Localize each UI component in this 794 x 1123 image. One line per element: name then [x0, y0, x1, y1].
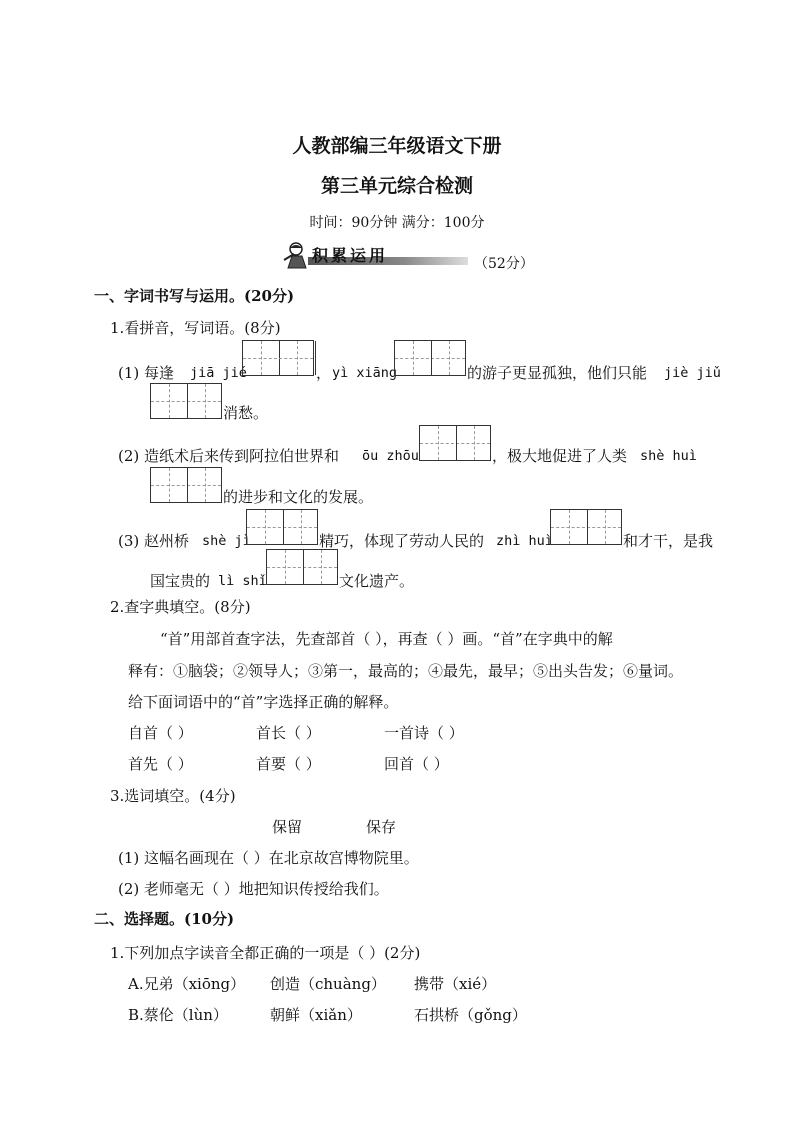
- s2-q1-option-a1: A.兄弟（xiōng）: [128, 975, 246, 993]
- q1-item3-text-b: 精巧，体现了劳动人民的: [319, 532, 485, 550]
- q2-heading: 2.查字典填空。(8分): [110, 598, 251, 616]
- q1-item3-text-a: (3) 赵州桥: [118, 532, 190, 550]
- s2-q1-heading: 1.下列加点字读音全都正确的一项是（ ）(2分): [110, 944, 421, 962]
- q3-option: 保留: [272, 818, 303, 836]
- section-banner: [282, 240, 532, 272]
- answer-grid[interactable]: [150, 467, 222, 503]
- q2-word: 一首诗（ ）: [384, 724, 464, 742]
- unit-title: 第三单元综合检测: [320, 175, 473, 197]
- q2-word: 首先（ ）: [128, 755, 193, 773]
- q2-word: 首长（ ）: [256, 724, 321, 742]
- answer-grid[interactable]: [394, 340, 466, 376]
- q1-item3-text-e: 文化遗产。: [339, 572, 415, 590]
- q1-heading: 1.看拼音，写词语。(8分): [110, 319, 281, 337]
- q1-item1-pinyin3: jiè jiǔ: [664, 365, 721, 381]
- q3-heading: 3.选词填空。(4分): [110, 787, 236, 805]
- banner-label: 积累运用: [312, 246, 389, 265]
- answer-grid[interactable]: [266, 549, 338, 585]
- answer-grid[interactable]: [150, 383, 222, 419]
- section1-heading: 一、字词书写与运用。(20分): [94, 287, 295, 305]
- q1-item1-pinyin1: jiā jié: [190, 365, 247, 381]
- q1-item1-sep: ，: [316, 364, 332, 382]
- q3-item2: (2) 老师毫无（ ）地把知识传授给我们。: [118, 880, 389, 898]
- s2-q1-option-b1: B.蔡伦（lùn）: [128, 1006, 228, 1024]
- q1-item1-pinyin2: yì xiāng: [332, 365, 398, 381]
- answer-grid[interactable]: [419, 425, 491, 461]
- answer-grid[interactable]: [246, 509, 318, 545]
- answer-grid[interactable]: [550, 509, 622, 545]
- q1-item3-pinyin3: lì shǐ: [218, 573, 267, 589]
- q2-word: 首要（ ）: [256, 755, 321, 773]
- q1-item1-text-a: (1) 每逢: [118, 364, 175, 382]
- q1-item3-pinyin2: zhì huì: [496, 533, 553, 549]
- page-title: 人教部编三年级语文下册: [292, 135, 502, 157]
- q1-item2-text-b: ，极大地促进了人类: [492, 447, 628, 465]
- q1-item2-text-a: (2) 造纸术后来传到阿拉伯世界和: [118, 447, 340, 465]
- pencil-figure-icon: [282, 240, 312, 270]
- q1-item2-text-c: 的进步和文化的发展。: [223, 488, 374, 506]
- s2-q1-option-b3: 石拱桥（gǒng）: [414, 1006, 527, 1024]
- section2-heading: 二、选择题。(10分): [94, 910, 235, 928]
- q1-item3-text-c: 和才干，是我: [623, 532, 714, 550]
- s2-q1-option-a2: 创造（chuàng）: [270, 975, 386, 993]
- q3-item1: (1) 这幅名画现在（ ）在北京故宫博物院里。: [118, 849, 419, 867]
- q1-item3-text-d: 国宝贵的: [150, 572, 211, 590]
- time-info: 时间：90分钟 满分：100分: [309, 215, 485, 231]
- q1-item1-text-c: 消愁。: [223, 404, 269, 422]
- banner-score: （52分）: [474, 256, 534, 272]
- q2-word: 回首（ ）: [384, 755, 449, 773]
- q2-line2: 释有：①脑袋；②领导人；③第一，最高的；④最先，最早；⑤出头告发；⑥量词。: [128, 662, 684, 680]
- q2-line3: 给下面词语中的“首”字选择正确的解释。: [128, 693, 399, 711]
- q2-line1: “首”用部首查字法，先查部首（ ），再查（ ）画。“首”在字典中的解: [160, 630, 613, 648]
- q1-item2-pinyin1: ōu zhōu: [362, 448, 419, 464]
- q1-item1-text-b: 的游子更显孤独，他们只能: [467, 364, 648, 382]
- q1-item3-pinyin1: shè jì: [202, 533, 251, 549]
- answer-grid[interactable]: [242, 340, 314, 376]
- s2-q1-option-b2: 朝鲜（xiǎn）: [270, 1006, 362, 1024]
- q2-word: 自首（ ）: [128, 724, 193, 742]
- q3-option: 保存: [366, 818, 397, 836]
- s2-q1-option-a3: 携带（xié）: [414, 975, 497, 993]
- q1-item2-pinyin2: shè huì: [640, 448, 697, 464]
